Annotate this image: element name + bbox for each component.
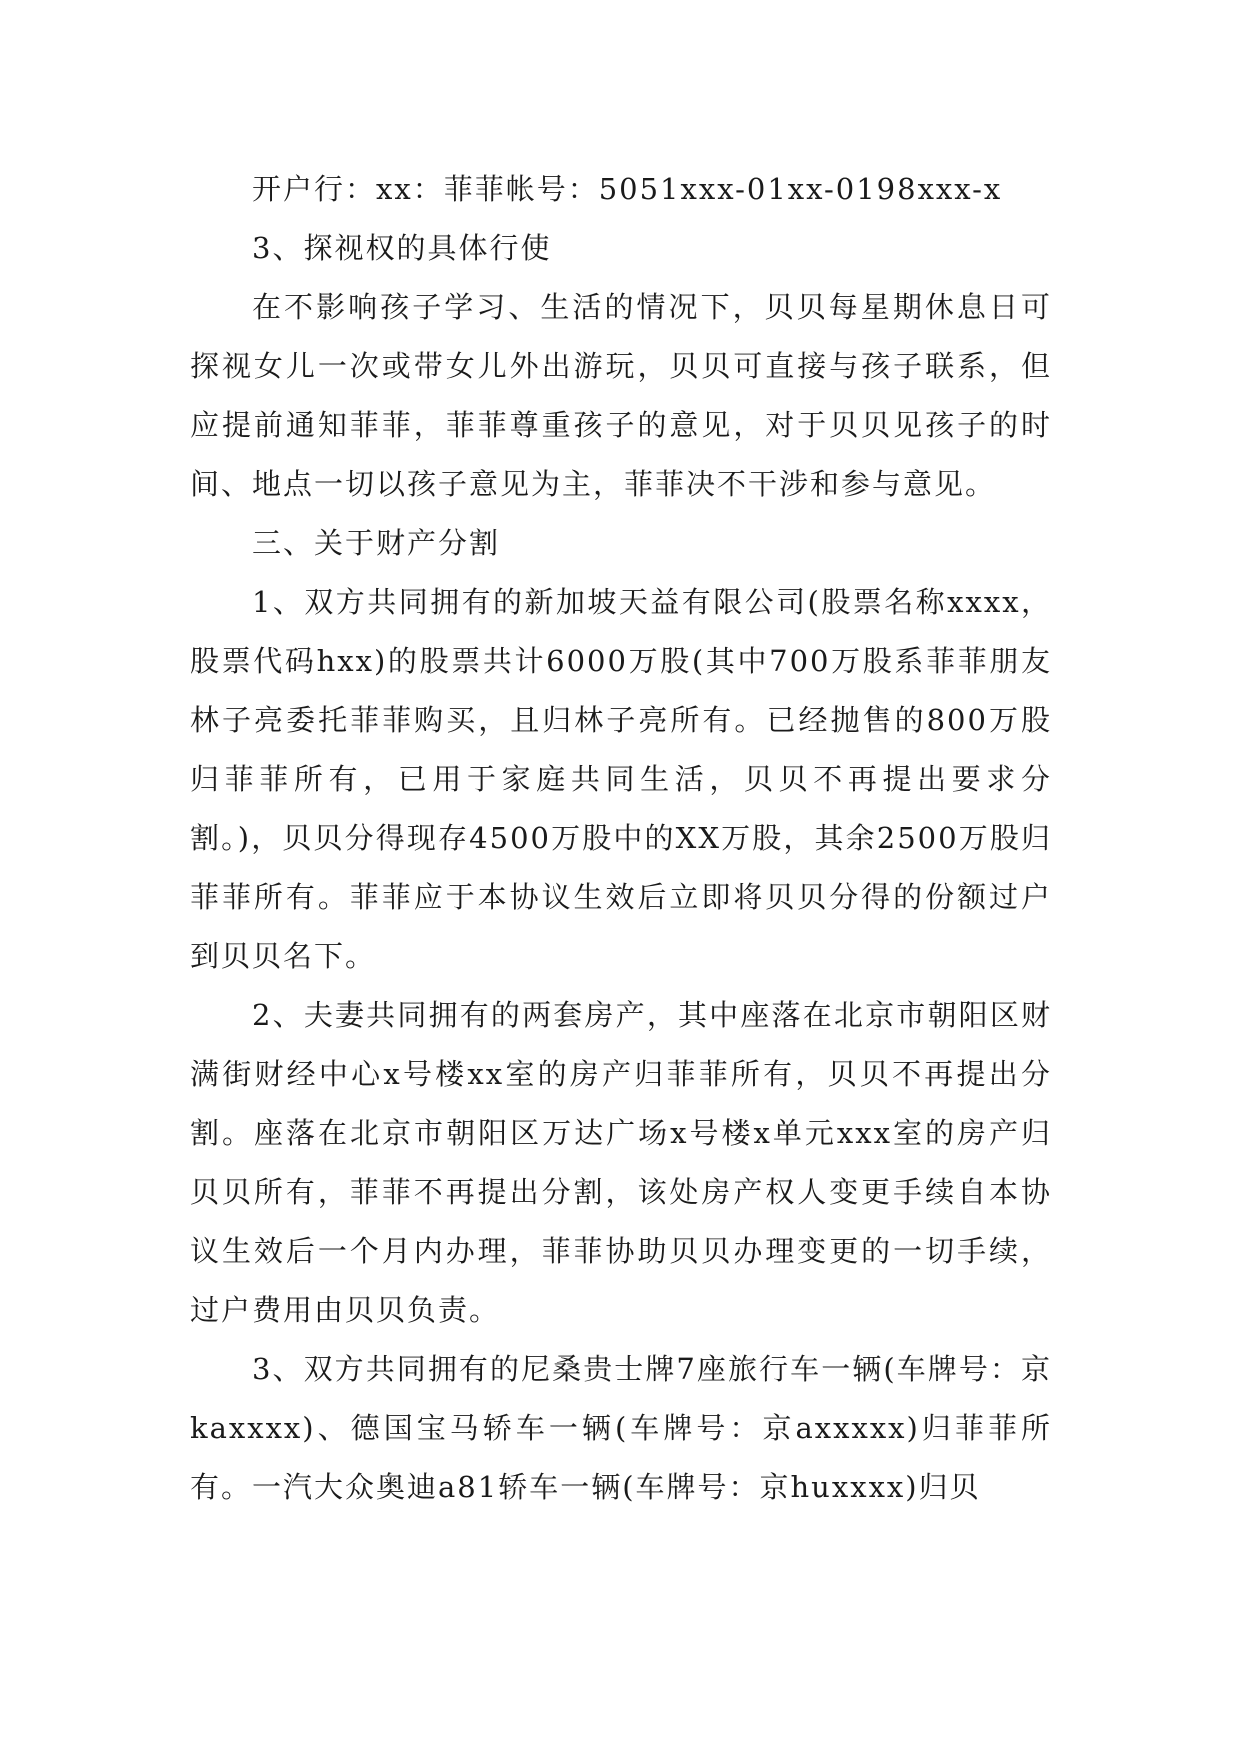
paragraph-visitation-heading: 3、探视权的具体行使 xyxy=(252,231,552,265)
paragraph-shares-division: 1、双方共同拥有的新加坡天益有限公司(股票名称xxxx，股票代码hxx)的股票共计6000万股(其中700万股系菲菲朋友林子亮委托菲菲购买，且归林子亮所有。已经抛售的800万股归菲菲所有，已用于家庭共同生活，贝贝不再提出要求分割。)，贝贝分得现存4500万股中的XX万股，其余2500万股归菲菲所有。菲菲应于本协议生效后立即将贝贝分得的份额过户到贝贝名下。 xyxy=(190,585,1052,973)
paragraph-real-estate-division: 2、夫妻共同拥有的两套房产，其中座落在北京市朝阳区财满街财经中心x号楼xx室的房产归菲菲所有，贝贝不再提出分割。座落在北京市朝阳区万达广场x号楼x单元xxx室的房产归贝贝所有，菲菲不再提出分割，该处房产权人变更手续自本协议生效后一个月内办理，菲菲协助贝贝办理变更的一切手续，过户费用由贝贝负责。 xyxy=(190,998,1052,1327)
section-heading-property-division: 三、关于财产分割 xyxy=(252,526,501,560)
paragraph-visitation-terms: 在不影响孩子学习、生活的情况下，贝贝每星期休息日可探视女儿一次或带女儿外出游玩，贝贝可直接与孩子联系，但应提前通知菲菲，菲菲尊重孩子的意见，对于贝贝见孩子的时间、地点一切以孩子意见为主，菲菲决不干涉和参与意见。 xyxy=(190,290,1052,501)
document-body xyxy=(190,160,1052,1517)
paragraph-bank-account: 开户行：xx：菲菲帐号：5051xxx-01xx-0198xxx-x xyxy=(252,172,1003,206)
paragraph-vehicle-division: 3、双方共同拥有的尼桑贵士牌7座旅行车一辆(车牌号：京kaxxxx)、德国宝马轿车一辆(车牌号：京axxxxx)归菲菲所有。一汽大众奥迪a81轿车一辆(车牌号：京huxxxx)归贝 xyxy=(190,1352,1052,1504)
